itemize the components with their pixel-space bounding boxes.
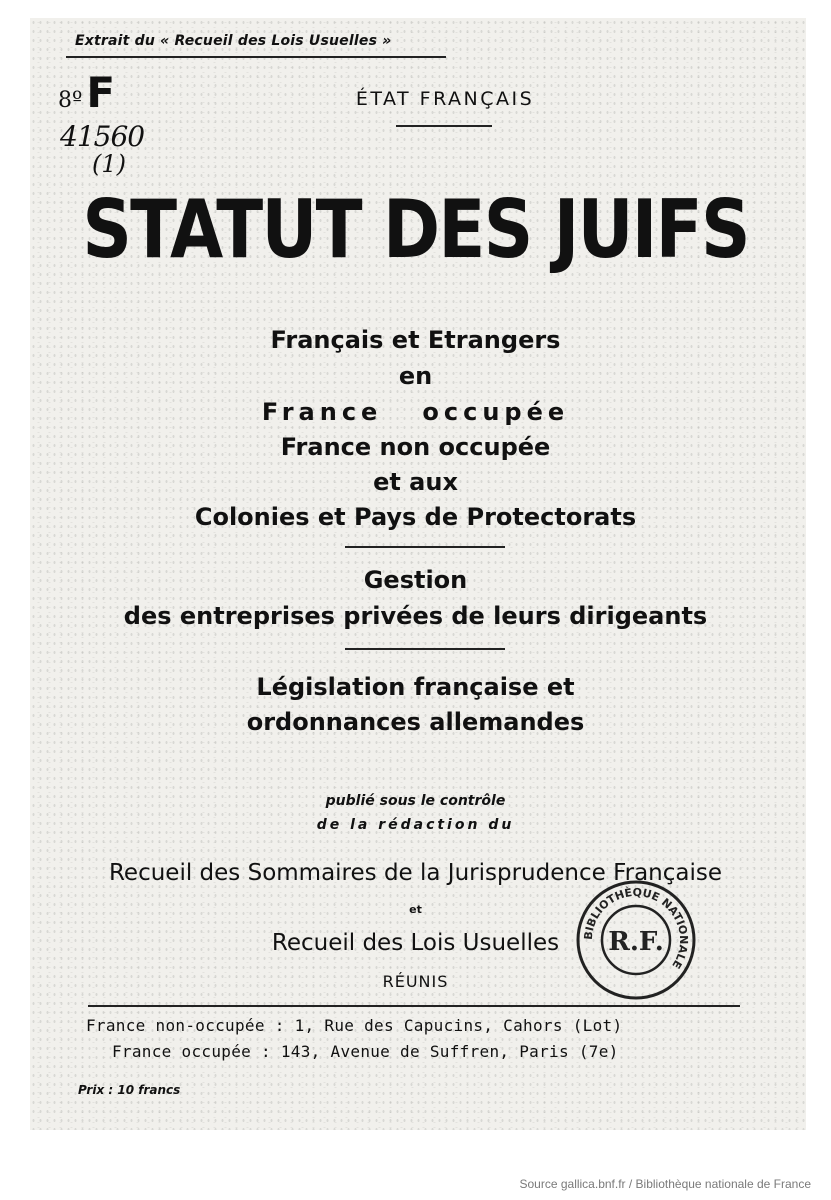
recueil-sommaires: Recueil des Sommaires de la Jurisprudence Française — [108, 860, 723, 886]
subtitle-line-5: et aux — [373, 468, 458, 496]
etat-heading: ÉTAT FRANÇAIS — [355, 88, 535, 110]
publie-line-1: publié sous le contrôle — [325, 793, 506, 809]
gestion-line-1: Gestion — [363, 566, 468, 594]
main-title: STATUT DES JUIFS — [82, 183, 749, 276]
recueil-lois-usuelles: Recueil des Lois Usuelles — [271, 930, 560, 956]
reunis-label: RÉUNIS — [382, 972, 449, 991]
call-volume: (1) — [92, 150, 126, 178]
stamp-ring-text: BIBLIOTHÈQUE NATIONALE — [581, 885, 691, 971]
address-occupee: France occupée : 143, Avenue de Suffren, Paris (7e) — [112, 1042, 619, 1061]
section-rule-2 — [345, 648, 505, 650]
gestion-line-2: des entreprises privées de leurs dirigeants — [123, 602, 708, 630]
price-label: Prix : 10 francs — [78, 1083, 181, 1097]
legislation-line-1: Législation française et — [256, 673, 575, 701]
extrait-underline — [66, 56, 446, 58]
footer-rule — [88, 1005, 740, 1007]
etat-rule — [396, 125, 492, 127]
library-stamp — [574, 878, 698, 1002]
subtitle-line-4: France non occupée — [280, 433, 551, 461]
subtitle-line-2: en — [398, 362, 433, 390]
section-rule-1 — [345, 546, 505, 548]
subtitle-line-1: Français et Etrangers — [270, 326, 561, 354]
call-number-mark — [58, 68, 116, 117]
call-prefix: 8º — [58, 88, 83, 113]
publie-line-2: de la rédaction du — [316, 817, 515, 833]
address-non-occupee: France non-occupée : 1, Rue des Capucins, Cahors (Lot) — [86, 1016, 623, 1035]
stamp-seal-icon — [574, 878, 698, 1002]
subtitle-line-3: France occupée — [261, 398, 570, 426]
stamp-center-text: R.F. — [608, 927, 664, 957]
call-number: 41560 — [60, 120, 145, 153]
extrait-note: Extrait du « Recueil des Lois Usuelles » — [75, 33, 392, 49]
subtitle-line-6: Colonies et Pays de Protectorats — [194, 503, 637, 531]
call-letter: F — [86, 68, 116, 117]
source-credit: Source gallica.bnf.fr / Bibliothèque nationale de France — [519, 1177, 811, 1191]
legislation-line-2: ordonnances allemandes — [246, 708, 585, 736]
recueil-et: et — [409, 903, 422, 916]
